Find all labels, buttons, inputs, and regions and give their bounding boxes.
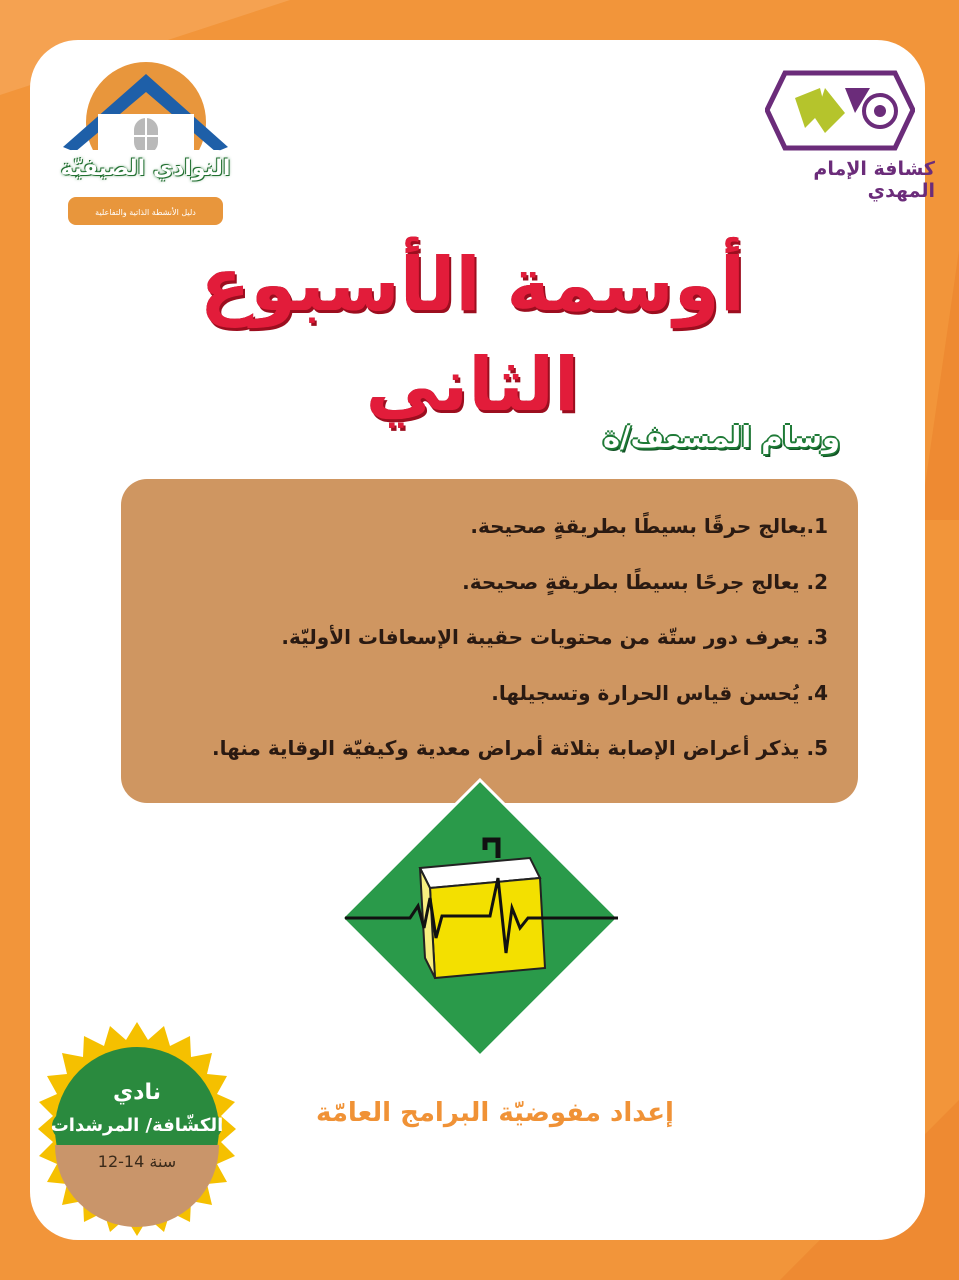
page-title: أوسمة الأسبوع الثاني	[199, 242, 746, 428]
objective-item: 1.يعالج حرقًا بسيطًا بطريقةٍ صحيحة.	[470, 514, 828, 538]
scouts-name: كشافة الإمام المهدي	[813, 158, 935, 202]
objectives-list	[121, 479, 858, 787]
prepared-by: إعداد مفوضيّة البرامج العامّة	[316, 1098, 674, 1128]
badge-title: وسام المسعف/ة	[602, 420, 840, 454]
summer-clubs-logo	[58, 52, 233, 230]
objective-item: 5. يذكر أعراض الإصابة بثلاثة أمراض معدية وكيفيّة الوقاية منها.	[212, 736, 828, 760]
house-logo-icon	[58, 52, 233, 230]
seal-age-range: 12-14 سنة	[97, 1152, 177, 1171]
club-seal	[28, 1020, 246, 1238]
objective-item: 4. يُحسن قياس الحرارة وتسجيلها.	[491, 680, 828, 705]
seal-club-name: الكشّافة/ المرشدات	[50, 1115, 224, 1136]
clubs-name: النوادي الصيفيّة	[60, 156, 231, 181]
scouts-emblem-icon	[765, 68, 915, 153]
seal-club-label: نادي	[113, 1080, 161, 1105]
scouts-logo	[740, 68, 940, 202]
clubs-subtitle: دليل الأنشطة الذاتية والتفاعلية	[95, 208, 196, 217]
objectives-box	[121, 479, 858, 803]
objective-item: 2. يعالج جرحًا بسيطًا بطريقةٍ صحيحة.	[462, 569, 828, 594]
first-aid-badge-icon	[340, 778, 620, 1058]
objective-item: 3. يعرف دور ستّة من محتويات حقيبة الإسعافات الأوليّة.	[281, 625, 828, 649]
